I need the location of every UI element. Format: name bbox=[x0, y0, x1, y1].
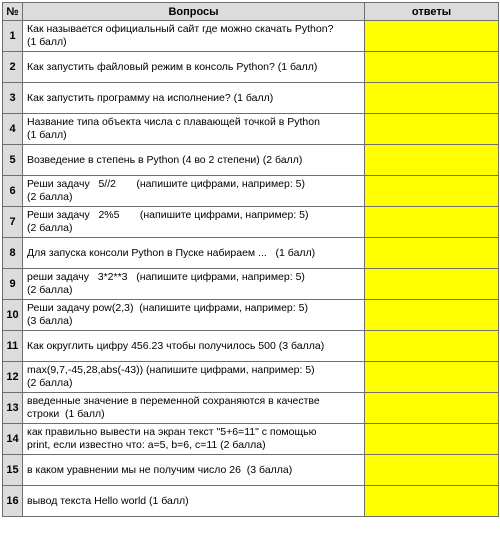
answer-cell[interactable] bbox=[365, 207, 499, 238]
questions-table bbox=[2, 2, 499, 517]
question-cell: реши задачу 3*2**3 (напишите цифрами, например: 5) (2 балла) bbox=[23, 269, 365, 300]
answer-cell[interactable] bbox=[365, 331, 499, 362]
row-number: 10 bbox=[3, 300, 23, 331]
table-row bbox=[3, 393, 499, 424]
table-row bbox=[3, 21, 499, 52]
table-row bbox=[3, 455, 499, 486]
table-row bbox=[3, 207, 499, 238]
question-cell: Как запустить программу на исполнение? (1 балл) bbox=[23, 83, 365, 114]
row-number: 7 bbox=[3, 207, 23, 238]
answer-cell[interactable] bbox=[365, 362, 499, 393]
answer-cell[interactable] bbox=[365, 176, 499, 207]
question-cell: в каком уравнении мы не получим число 26 (3 балла) bbox=[23, 455, 365, 486]
answer-cell[interactable] bbox=[365, 300, 499, 331]
answer-cell[interactable] bbox=[365, 238, 499, 269]
question-cell: введенные значение в переменной сохраняются в качестве строки (1 балл) bbox=[23, 393, 365, 424]
answer-cell[interactable] bbox=[365, 486, 499, 517]
question-cell: Название типа объекта числа с плавающей точкой в Python (1 балл) bbox=[23, 114, 365, 145]
table-row bbox=[3, 176, 499, 207]
row-number: 14 bbox=[3, 424, 23, 455]
question-cell: Для запуска консоли Python в Пуске набираем ... (1 балл) bbox=[23, 238, 365, 269]
question-cell: как правильно вывести на экран текст "5+6=11" с помощью print, если известно что: a=5, b=6, c=11 (2 балла) bbox=[23, 424, 365, 455]
answer-cell[interactable] bbox=[365, 83, 499, 114]
question-cell: Реши задачу 2%5 (напишите цифрами, например: 5) (2 балла) bbox=[23, 207, 365, 238]
answer-cell[interactable] bbox=[365, 424, 499, 455]
table-row bbox=[3, 362, 499, 393]
row-number: 6 bbox=[3, 176, 23, 207]
table-body bbox=[3, 21, 499, 517]
answer-cell[interactable] bbox=[365, 145, 499, 176]
row-number: 3 bbox=[3, 83, 23, 114]
answer-cell[interactable] bbox=[365, 269, 499, 300]
answer-cell[interactable] bbox=[365, 21, 499, 52]
answer-cell[interactable] bbox=[365, 455, 499, 486]
table-row bbox=[3, 83, 499, 114]
table-row bbox=[3, 238, 499, 269]
row-number: 8 bbox=[3, 238, 23, 269]
row-number: 4 bbox=[3, 114, 23, 145]
header-questions: Вопросы bbox=[23, 3, 365, 21]
table-row bbox=[3, 300, 499, 331]
table-row bbox=[3, 269, 499, 300]
table-row bbox=[3, 424, 499, 455]
table-row bbox=[3, 331, 499, 362]
row-number: 15 bbox=[3, 455, 23, 486]
table-row bbox=[3, 145, 499, 176]
question-cell: Реши задачу pow(2,3) (напишите цифрами, например: 5) (3 балла) bbox=[23, 300, 365, 331]
question-cell: Возведение в степень в Python (4 во 2 степени) (2 балл) bbox=[23, 145, 365, 176]
row-number: 13 bbox=[3, 393, 23, 424]
question-cell: Реши задачу 5//2 (напишите цифрами, например: 5) (2 балла) bbox=[23, 176, 365, 207]
question-cell: Как округлить цифру 456.23 чтобы получилось 500 (3 балла) bbox=[23, 331, 365, 362]
question-cell: max(9,7,-45,28,abs(-43)) (напишите цифрами, например: 5) (2 балла) bbox=[23, 362, 365, 393]
row-number: 1 bbox=[3, 21, 23, 52]
answer-cell[interactable] bbox=[365, 52, 499, 83]
table-row bbox=[3, 52, 499, 83]
answer-cell[interactable] bbox=[365, 114, 499, 145]
row-number: 11 bbox=[3, 331, 23, 362]
row-number: 16 bbox=[3, 486, 23, 517]
header-row bbox=[3, 3, 499, 21]
question-cell: вывод текста Hello world (1 балл) bbox=[23, 486, 365, 517]
answer-cell[interactable] bbox=[365, 393, 499, 424]
header-num: № bbox=[3, 3, 23, 21]
table-row bbox=[3, 486, 499, 517]
row-number: 12 bbox=[3, 362, 23, 393]
question-cell: Как запустить файловый режим в консоль Python? (1 балл) bbox=[23, 52, 365, 83]
row-number: 9 bbox=[3, 269, 23, 300]
row-number: 2 bbox=[3, 52, 23, 83]
question-cell: Как называется официальный сайт где можно скачать Python? (1 балл) bbox=[23, 21, 365, 52]
table-row bbox=[3, 114, 499, 145]
row-number: 5 bbox=[3, 145, 23, 176]
header-answers: ответы bbox=[365, 3, 499, 21]
